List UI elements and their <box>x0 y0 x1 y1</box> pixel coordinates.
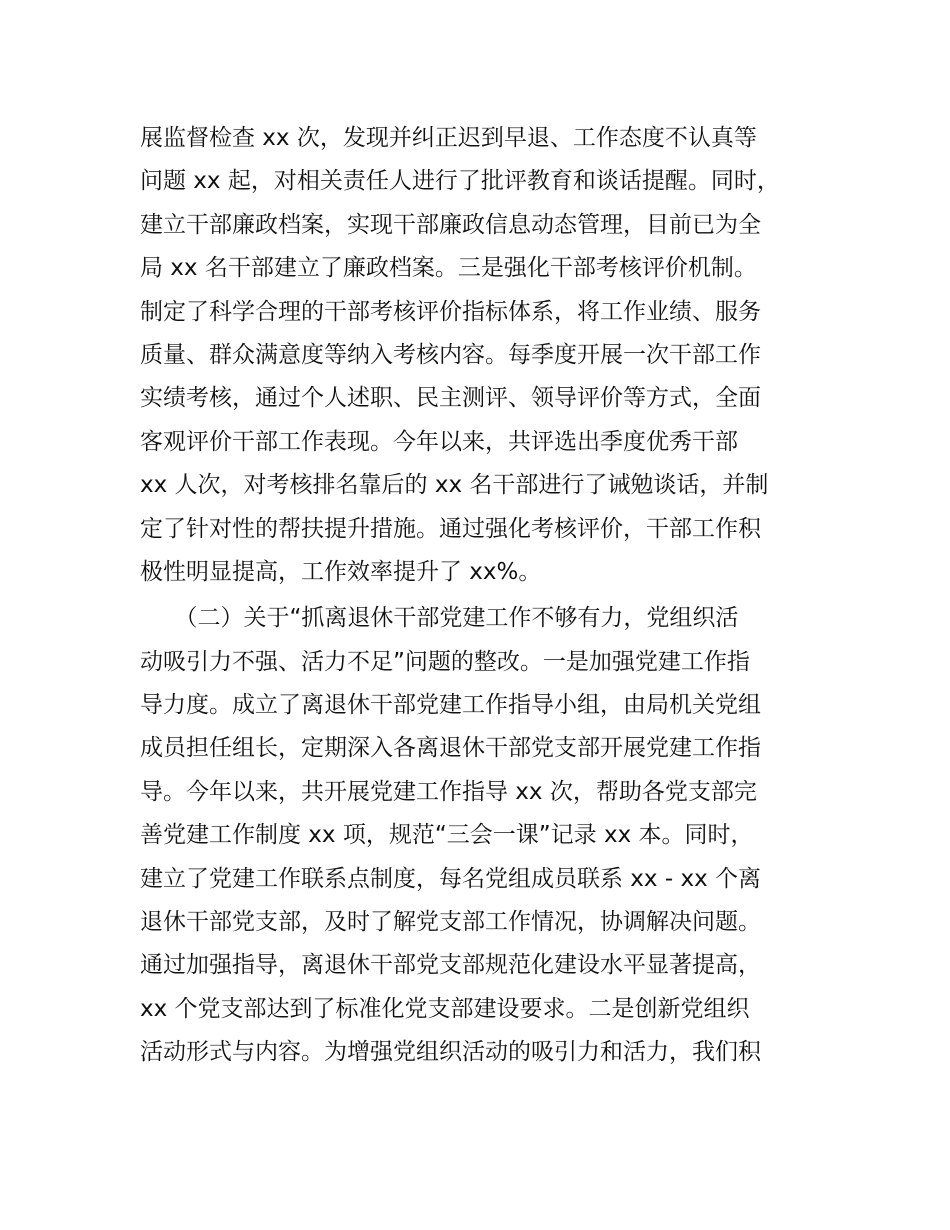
text-line: 局 xx 名干部建立了廉政档案。三是强化干部考核评价机制。 <box>140 255 757 282</box>
text-line: 展监督检查 xx 次，发现并纠正迟到早退、工作态度不认真等 <box>140 125 757 151</box>
text-line: 动吸引力不强、活力不足”问题的整改。一是加强党建工作指 <box>140 648 750 675</box>
text-line: 质量、群众满意度等纳入考核内容。每季度开展一次干部工作 <box>140 341 761 368</box>
text-line: xx 个党支部达到了标准化党支部建设要求。二是创新党组织 <box>140 995 750 1022</box>
text-line: xx 人次，对考核排名靠后的 xx 名干部进行了诫勉谈话，并制 <box>140 472 769 499</box>
text-line: 建立干部廉政档案，实现干部廉政信息动态管理，目前已为全 <box>140 211 761 238</box>
text-line: 成员担任组长，定期深入各离退休干部党支部开展党建工作指 <box>140 735 761 762</box>
body-text <box>140 117 830 1075</box>
text-line: 实绩考核，通过个人述职、民主测评、领导评价等方式，全面 <box>140 385 761 412</box>
text-line: （二）关于“抓离退休干部党建工作不够有力，党组织活 <box>140 605 739 632</box>
paragraph-1 <box>140 117 830 594</box>
text-line: 定了针对性的帮扶提升措施。通过强化考核评价，干部工作积 <box>140 515 761 542</box>
text-line: 善党建工作制度 xx 项，规范“三会一课”记录 xx 本。同时， <box>140 822 754 849</box>
text-line: 导力度。成立了离退休干部党建工作指导小组，由局机关党组 <box>140 692 761 719</box>
paragraph-2 <box>140 597 830 1074</box>
text-line: 制定了科学合理的干部考核评价指标体系，将工作业绩、服务 <box>140 298 761 325</box>
text-line: 通过加强指导，离退休干部党支部规范化建设水平显著提高， <box>140 952 761 979</box>
text-line: 导。今年以来，共开展党建工作指导 xx 次，帮助各党支部完 <box>140 778 757 805</box>
text-line: 退休干部党支部，及时了解党支部工作情况，协调解决问题。 <box>140 909 761 936</box>
text-line: 问题 xx 起，对相关责任人进行了批评教育和谈话提醒。同时， <box>140 168 780 195</box>
text-line: 客观评价干部工作表现。今年以来，共评选出季度优秀干部 <box>140 428 738 455</box>
text-line: 建立了党建工作联系点制度，每名党组成员联系 xx - xx 个离 <box>140 865 761 892</box>
text-line: 活动形式与内容。为增强党组织活动的吸引力和活力，我们积 <box>140 1039 761 1066</box>
text-line: 极性明显提高，工作效率提升了 xx%。 <box>140 558 542 585</box>
